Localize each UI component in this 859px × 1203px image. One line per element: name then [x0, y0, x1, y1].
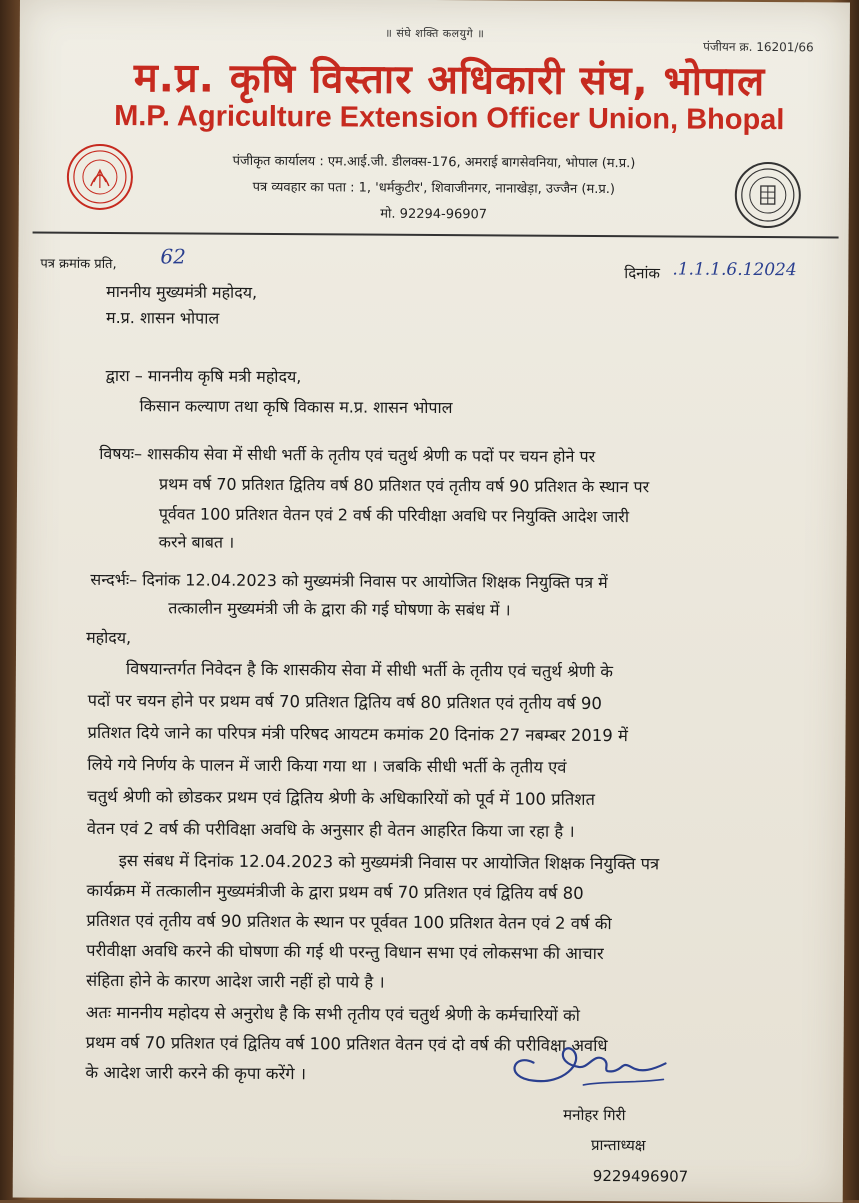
- recipient-line-1: माननीय मुख्यमंत्री महोदय,: [106, 280, 257, 303]
- via-line-1: द्वारा – माननीय कृषि मत्री महोदय,: [106, 364, 302, 387]
- body-line: के आदेश जारी करने की कृपा करेंगे ।: [85, 1060, 306, 1084]
- body-line: पदों पर चयन होने पर प्रथम वर्ष 70 प्रतिशत द्वितिय वर्ष 80 प्रतिशत एवं तृतीय वर्ष 90: [88, 688, 602, 714]
- recipient-line-2: म.प्र. शासन भोपाल: [106, 306, 219, 329]
- subject-line: करने बाबत ।: [159, 530, 235, 552]
- body-line: परीवीक्षा अवधि करने की घोषणा की गई थी परन्तु विधान सभा एवं लोकसभा की आचार: [86, 938, 604, 964]
- date-label: दिनांक: [624, 263, 660, 283]
- body-line: इस संबध में दिनांक 12.04.2023 को मुख्यमंत्री निवास पर आयोजित शिक्षक नियुक्ति पत्र: [119, 848, 660, 874]
- reference-line: सन्दर्भः– दिनांक 12.04.2023 को मुख्यमंत्री निवास पर आयोजित शिक्षक नियुक्ति पत्र में: [90, 568, 607, 593]
- registered-address: पंजीकृत कार्यालय : एम.आई.जी. डीलक्स-176, अमराई बागसेवनिया, भोपाल (म.प्र.): [19, 149, 849, 172]
- subject-line: प्रथम वर्ष 70 प्रतिशत द्वितिय वर्ष 80 प्रतिशत एवं तृतीय वर्ष 90 प्रतिशत के स्थान पर: [159, 472, 649, 497]
- body-line: लिये गये निर्णय के पालन में जारी किया गया था । जबकि सीधी भर्ती के तृतीय एवं: [87, 752, 566, 778]
- org-title-hindi: म.प्र. कृषि विस्तार अधिकारी संघ, भोपाल: [59, 48, 839, 108]
- org-title-english: M.P. Agriculture Extension Officer Union, Bhopal: [59, 100, 839, 138]
- signatory-phone: 9229496907: [593, 1167, 689, 1186]
- body-line: संहिता होने के कारण आदेश जारी नहीं हो पाये है ।: [86, 968, 385, 993]
- handwritten-signature-icon: [503, 1032, 673, 1103]
- reference-line: तत्कालीन मुख्यमंत्री जी के द्वारा की गई घोषणा के सबंध में ।: [168, 596, 510, 620]
- correspondence-address: पत्र व्यवहार का पता : 1, 'धर्मकुटीर', शिवाजीनगर, नानाखेड़ा, उज्जैन (म.प्र.): [19, 175, 849, 198]
- ref-label: पत्र क्रमांक प्रति,: [40, 254, 116, 272]
- signatory-name: मनोहर गिरी: [563, 1105, 626, 1125]
- registration-number: पंजीयन क्र. 16201/66: [703, 38, 814, 56]
- subject-line: पूर्ववत 100 प्रतिशत वेतन एवं 2 वर्ष की परिवीक्षा अवधि पर नियुक्ति आदेश जारी: [159, 502, 629, 527]
- body-line: विषयान्तर्गत निवेदन है कि शासकीय सेवा में सीधी भर्ती के तृतीय एवं चतुर्थ श्रेणी के: [126, 656, 613, 682]
- body-line: चतुर्थ श्रेणी को छोडकर प्रथम एवं द्वितिय श्रेणी के अधिकारियों को पूर्व में 100 प्रतिशत: [87, 784, 595, 810]
- salutation: महोदय,: [86, 626, 131, 648]
- ref-number: 62: [160, 244, 186, 268]
- letterhead-divider: [33, 232, 839, 239]
- body-line: कार्यक्रम में तत्कालीन मुख्यमंत्रीजी के द्वारा प्रथम वर्ष 70 प्रतिशत एवं द्वितिय वर्ष 80: [86, 878, 583, 904]
- via-line-2: किसान कल्याण तथा कृषि विकास म.प्र. शासन भोपाल: [139, 394, 452, 418]
- mobile-number: मो. 92294-96907: [19, 201, 849, 224]
- letter-page: [13, 0, 850, 1203]
- subject-line: विषयः– शासकीय सेवा में सीधी भर्ती के तृतीय एवं चतुर्थ श्रेणी क पदों पर चयन होने पर: [99, 442, 595, 467]
- body-line: अतः माननीय महोदय से अनुरोध है कि सभी तृतीय एवं चतुर्थ श्रेणी के कर्मचारियों को: [86, 1000, 580, 1026]
- body-line: प्रथम वर्ष 70 प्रतिशत एवं द्वितिय वर्ष 100 प्रतिशत वेतन एवं दो वर्ष की परीविक्षा अवधि: [86, 1030, 608, 1056]
- body-line: प्रतिशत दिये जाने का परिपत्र मंत्री परिषद आयटम कमांक 20 दिनांक 27 नबम्बर 2019 में: [87, 720, 627, 746]
- motto: ॥ संघे शक्ति कलयुगे ॥: [20, 23, 850, 43]
- signatory-title: प्रान्ताध्यक्ष: [591, 1135, 646, 1155]
- body-line: वेतन एवं 2 वर्ष की परीविक्षा अवधि के अनुसार ही वेतन आहरित किया जा रहा है ।: [87, 816, 575, 842]
- body-line: प्रतिशत एवं तृतीय वर्ष 90 प्रतिशत के स्थान पर पूर्ववत 100 प्रतिशत वेतन एवं 2 वर्ष की: [86, 908, 611, 934]
- date-value: .1.1.1.6.12024: [672, 259, 796, 280]
